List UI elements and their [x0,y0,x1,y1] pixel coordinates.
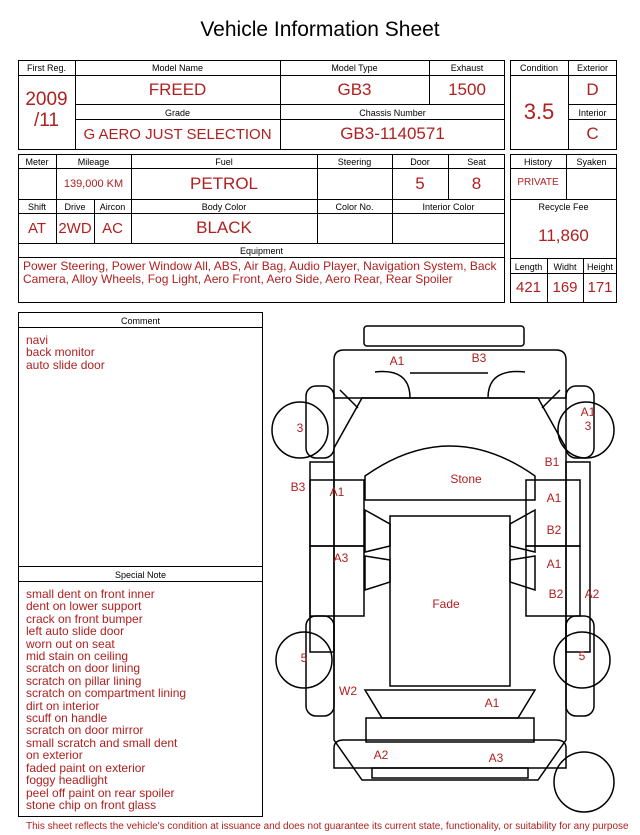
divider [75,119,505,120]
mark-fender-right: B1 [544,455,560,469]
right-windows [510,510,535,590]
history-value: PRIVATE [517,177,559,188]
equipment-text: Power Steering, Power Window All, ABS, Air Bag, Audio Player, Navigation System, Back Camera, Alloy Wheels, Fog Light, Aero Front, Aero Side, Aero Rear, Rear Spoiler [23,259,497,286]
mark-rear-bumper-right: A3 [488,751,504,765]
label-mileage: Mileage [77,157,110,167]
divider [18,257,505,258]
divider [18,581,263,582]
note-item: on exterior [26,748,83,763]
label-comment: Comment [120,316,160,326]
label-shift: Shift [27,202,46,212]
label-first-reg: First Reg. [26,63,66,73]
note-item: scratch on compartment lining [26,686,187,701]
divider [18,566,263,567]
divider [510,199,617,200]
note-item: worn out on seat [26,636,115,651]
divider [510,168,617,169]
drive-value: 2WD [58,220,92,237]
front-bumper [334,350,566,398]
note-item: left auto slide door [26,624,125,639]
model-name-value: FREED [148,80,207,99]
note-item: scratch on door lining [26,661,141,676]
side-sill-right [566,462,590,652]
mark-wheel-rear-left: 5 [300,651,308,665]
label-fuel: Fuel [215,157,233,167]
label-grade: Grade [164,108,190,118]
exterior-value: D [586,80,599,99]
label-model-type: Model Type [331,63,378,73]
divider [510,258,617,259]
mark-wheel-rear-right: 5 [578,649,586,663]
label-color-no: Color No. [335,202,374,212]
exhaust-value: 1500 [448,80,486,99]
divider [18,199,505,200]
mark-door-front-right-2: B2 [546,523,562,537]
label-seat: Seat [467,157,486,167]
label-width: Widht [553,262,577,272]
aircon-value: AC [102,220,123,237]
mark-front-bumper-left: A1 [389,354,405,368]
width-value: 169 [552,279,578,296]
recycle-fee-value: 11,860 [538,226,589,245]
body-color-value: BLACK [196,218,252,237]
label-interior-color: Interior Color [422,202,475,212]
mirror-lines [340,390,560,408]
note-item: peel off paint on rear spoiler [26,785,175,800]
mark-rear-glass: A1 [484,696,500,710]
condition-value: 3.5 [523,99,555,124]
rear-bumper [334,740,566,768]
model-type-value: GB3 [337,80,372,99]
mark-glass: Stone [450,472,482,486]
disclaimer-footer: This sheet reflects the vehicle's condition at issuance and does not guarantee its current state, functionality, or suitability for any purpose [26,821,629,832]
spare-tire [554,752,614,812]
fender-left-arch [306,386,334,458]
mark-front-bumper-right: B3 [471,351,487,365]
note-item: faded paint on exterior [26,760,146,775]
note-item: scratch on pillar lining [26,673,142,688]
label-length: Length [514,262,543,272]
note-item: small dent on front inner [26,587,155,601]
label-equipment: Equipment [239,246,284,256]
label-interior: Interior [578,108,607,118]
divider [18,75,505,76]
label-condition: Condition [519,63,559,73]
fuel-value: PETROL [189,174,259,193]
rear-step [372,768,528,778]
divider [18,213,505,214]
mark-door-front-left: A1 [329,485,345,499]
mark-fender-left: B3 [290,480,306,494]
first-reg-month: /11 [33,110,59,131]
comment-list [26,334,105,371]
mark-quarter-right: A2 [584,587,600,601]
interior-value: C [586,124,599,143]
vehicle-damage-diagram [270,320,630,820]
special-note-list [26,588,186,811]
divider [568,104,617,105]
comment-item: navi [26,333,49,347]
comment-item: back monitor [26,345,95,360]
note-item: dirt on interior [26,698,100,713]
shift-value: AT [27,220,47,237]
seat-value: 8 [471,174,482,193]
note-item: foggy headlight [26,773,108,788]
rear-glass [365,690,535,718]
note-item: mid stain on ceiling [26,649,129,664]
divider [18,168,505,169]
divider [510,75,617,76]
mark-quarter-left: W2 [339,684,357,698]
comment-item: auto slide door [26,357,105,372]
label-chassis-number: Chassis Number [359,108,426,118]
length-value: 421 [515,279,542,296]
divider [510,273,617,274]
mark-wheel-front-left: 3 [296,421,304,435]
first-reg-year: 2009 [25,89,68,110]
note-item: small scratch and small dent [26,735,178,750]
tailgate [366,718,534,742]
label-drive: Drive [64,202,86,212]
chassis-number-value: GB3-1140571 [340,124,445,143]
divider [568,119,617,120]
label-syaken: Syaken [576,157,607,167]
height-value: 171 [587,279,613,296]
mark-door-rear-right-1: A1 [546,557,562,571]
divider [18,327,263,328]
mark-rear-bumper-left: A2 [373,748,389,762]
mark-wheel-front-right-2: 3 [584,419,592,433]
label-aircon: Aircon [99,202,126,212]
mark-roof: Fade [432,597,460,611]
label-exhaust: Exhaust [450,63,484,73]
page-title: Vehicle Information Sheet [200,18,440,41]
grade-value: G AERO JUST SELECTION [83,126,272,143]
mark-door-front-right-1: A1 [546,491,562,505]
label-door: Door [410,157,430,167]
label-meter: Meter [25,157,49,167]
mileage-value: 139,000 KM [63,178,124,190]
headlights [375,372,525,398]
mark-door-rear-right-2: B2 [548,587,564,601]
door-value: 5 [415,174,425,193]
label-height: Height [586,262,613,272]
label-steering: Steering [337,157,372,167]
left-windows [365,510,390,590]
front-bumper-top [364,326,524,346]
note-item: stone chip on front glass [26,797,157,812]
mark-wheel-front-right-1: A1 [580,405,596,419]
note-item: dent on lower support [26,599,142,614]
label-exterior: Exterior [576,63,608,73]
divider [18,243,505,244]
label-history: History [523,157,552,167]
note-item: crack on front bumper [26,611,143,626]
label-recycle-fee: Recycle Fee [538,202,589,212]
note-item: scratch on door mirror [26,723,144,738]
label-model-name: Model Name [151,63,204,73]
label-body-color: Body Color [201,202,247,212]
note-item: scuff on handle [26,711,108,726]
mark-door-rear-left: A3 [333,551,349,565]
divider [75,104,505,105]
label-special-note: Special Note [114,570,167,580]
